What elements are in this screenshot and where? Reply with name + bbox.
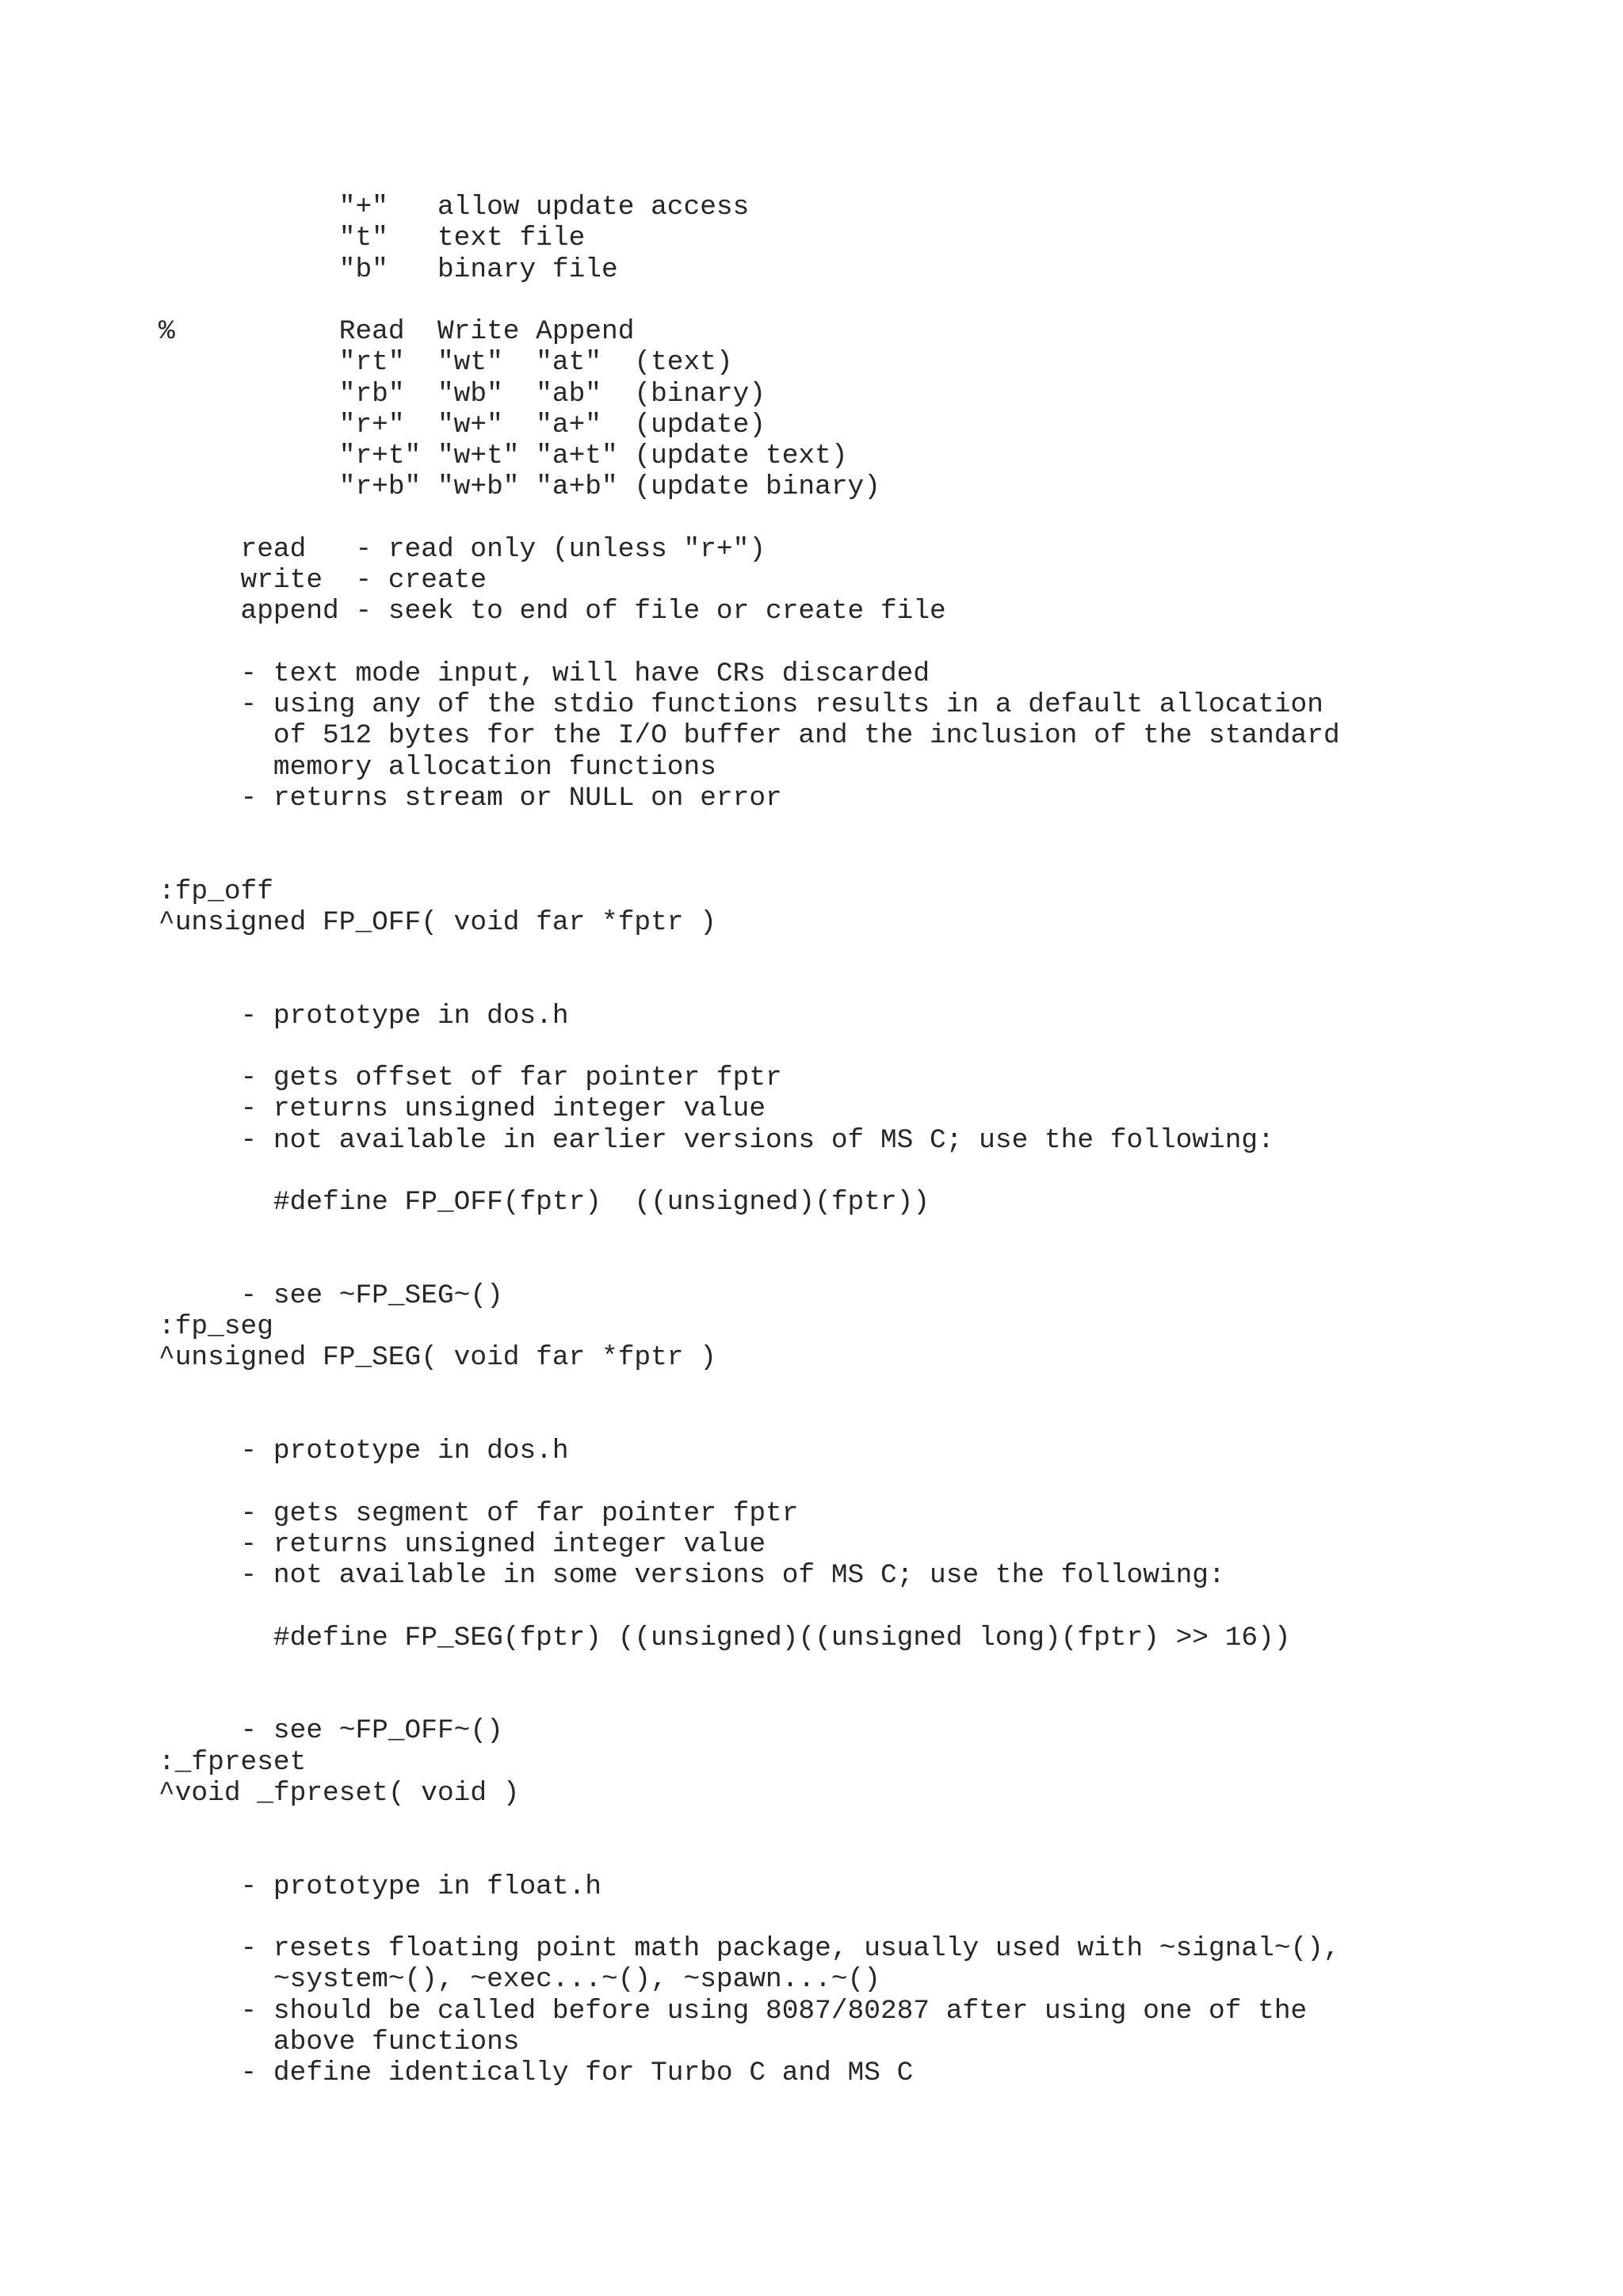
text-line [158,1902,1340,1933]
text-line: memory allocation functions [158,751,716,783]
text-line [158,969,1340,1000]
text-line: "rt" "wt" "at" (text) [158,347,733,379]
text-line [158,1684,1340,1715]
text-line: - should be called before using 8087/80287 after using one of the [158,1995,1308,2027]
text-line [158,814,1340,845]
text-line: read - read only (unless "r+") [158,533,766,565]
text-line: ~system~(), ~exec...~(), ~spawn...~() [158,1964,880,1996]
text-line: - see ~FP_OFF~() [158,1715,503,1747]
text-line: append - seek to end of file or create file [158,596,946,627]
text-line: "r+b" "w+b" "a+b" (update binary) [158,471,880,503]
text-line: - text mode input, will have CRs discarded [158,658,930,689]
text-line: - define identically for Turbo C and MS C [158,2058,914,2088]
text-line [158,845,1340,875]
text-line [158,1374,1340,1405]
text-line: - not available in some versions of MS C; use the following: [158,1560,1225,1591]
text-line: % Read Write Append [158,316,635,347]
text-line [158,1249,1340,1280]
text-line: - see ~FP_SEG~() [158,1280,503,1311]
text-line: ^unsigned FP_SEG( void far *fptr ) [158,1342,716,1374]
text-line: - returns stream or NULL on error [158,782,782,814]
text-line: - returns unsigned integer value [158,1528,766,1560]
text-line [158,1809,1340,1840]
text-line: :fp_off [158,875,273,907]
text-line [158,1405,1340,1436]
text-line: :_fpreset [158,1746,307,1778]
text-line: "r+" "w+" "a+" (update) [158,409,766,441]
text-line: - prototype in dos.h [158,1000,569,1032]
text-line [158,627,1340,658]
text-line: - not available in earlier versions of MS C; use the following: [158,1124,1274,1156]
text-line [158,1156,1340,1187]
text-line: "b" binary file [158,254,618,285]
text-line [158,938,1340,969]
text-line [158,1591,1340,1622]
text-line: ^void _fpreset( void ) [158,1777,520,1809]
text-line: above functions [158,2026,520,2058]
text-line [158,1653,1340,1684]
text-line [158,285,1340,316]
text-line: #define FP_SEG(fptr) ((unsigned)((unsigned long)(fptr) >> 16)) [158,1622,1291,1653]
text-line [158,1840,1340,1871]
text-line: - using any of the stdio functions results in a default allocation [158,689,1323,720]
text-line [158,503,1340,534]
text-line: "rb" "wb" "ab" (binary) [158,378,766,410]
text-line: - prototype in dos.h [158,1436,569,1466]
text-line: :fp_seg [158,1311,273,1342]
text-line: "r+t" "w+t" "a+t" (update text) [158,441,848,471]
text-line: "t" text file [158,223,586,254]
text-line: - returns unsigned integer value [158,1093,766,1125]
text-line: - gets segment of far pointer fptr [158,1497,799,1529]
text-line: write - create [158,565,487,596]
text-line: - prototype in float.h [158,1871,601,1902]
text-line: - gets offset of far pointer fptr [158,1062,782,1093]
text-line: of 512 bytes for the I/O buffer and the inclusion of the standard [158,720,1340,752]
document-text [158,192,1340,2088]
text-line: - resets floating point math package, usually used with ~signal~(), [158,1933,1340,1964]
text-line [158,1032,1340,1062]
text-line: ^unsigned FP_OFF( void far *fptr ) [158,906,716,938]
text-line [158,1466,1340,1497]
text-line: #define FP_OFF(fptr) ((unsigned)(fptr)) [158,1187,930,1218]
text-line: "+" allow update access [158,192,750,223]
text-line [158,1218,1340,1249]
